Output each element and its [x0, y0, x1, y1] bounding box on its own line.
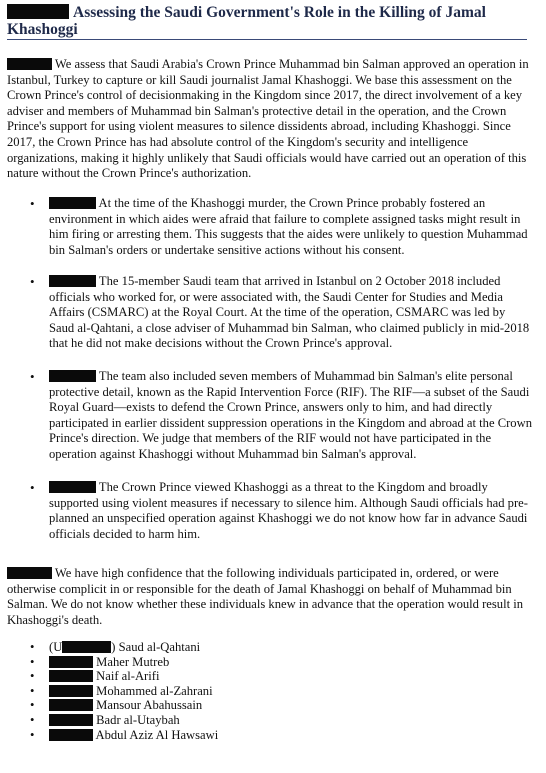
- participant-name: ) Saud al-Qahtani: [111, 640, 201, 654]
- participant-name: Mohammed al-Zahrani: [96, 683, 213, 698]
- list-item: [30, 713, 330, 728]
- redaction-mark: [49, 685, 93, 697]
- participant-name: Badr al-Utaybah: [96, 712, 180, 727]
- bullet-dot: •: [30, 669, 35, 684]
- redaction-mark: [7, 58, 52, 70]
- redaction-mark: [49, 481, 96, 493]
- bullet-dot: •: [30, 480, 35, 495]
- intro-paragraph: [7, 57, 530, 182]
- bullet-text: The team also included seven members of Muhammad bin Salman's elite personal protective detail, known as the Rapid Intervention Force (RIF). The RIF—a subset of the Saudi Royal Guard—exists to defend the Crown Prince, answers only to him, and had directly participated in earlier dissident suppression operations in the Kingdom and abroad at the Crown Prince's direction. We judge that members of the RIF would not have participated in the operation against Khashoggi without Muhammad bin Salman's approval.: [49, 369, 532, 461]
- document-title: [7, 4, 527, 40]
- bullet-item-1: [30, 196, 533, 258]
- bullet-text: The Crown Prince viewed Khashoggi as a threat to the Kingdom and broadly supported using violent measures if necessary to silence him. Although Saudi officials had pre-planned an unspecified operation against Khashoggi we do not know how far in advance Saudi officials decided to harm him.: [49, 480, 528, 541]
- redaction-mark: [7, 567, 52, 579]
- list-item: [30, 728, 330, 743]
- list-item: [30, 669, 330, 684]
- bullet-dot: •: [30, 274, 35, 289]
- redaction-mark: [7, 4, 69, 19]
- redaction-mark: [49, 275, 96, 287]
- participant-name: Mansour Abahussain: [96, 698, 203, 713]
- bullet-item-3: [30, 369, 533, 463]
- bullet-dot: •: [30, 654, 35, 669]
- participant-list: [30, 640, 330, 742]
- list-item: [30, 698, 330, 713]
- title-text: Assessing the Saudi Government's Role in the Killing of Jamal Khashoggi: [7, 4, 486, 38]
- list-item: [30, 684, 330, 699]
- bullet-text: The 15-member Saudi team that arrived in Istanbul on 2 October 2018 included officials who worked for, or were associated with, the Saudi Center for Studies and Media Affairs (CSMARC) at the Royal Court. At the time of the operation, CSMARC was led by Saud al-Qahtani, a close adviser of Muhammad bin Salman, who claimed publicly in mid-2018 that he did not make decisions without the Crown Prince's approval.: [49, 274, 530, 351]
- participants-text: We have high confidence that the following individuals participated in, ordered, or were otherwise complicit in or responsible for the death of Jamal Khashoggi on behalf of Muhammad bin Salman. We do not know whether these individuals knew in advance that the operation would result in Khashoggi's death.: [7, 566, 524, 627]
- participant-name: Abdul Aziz Al Hawsawi: [95, 727, 219, 742]
- redaction-mark: [49, 670, 93, 682]
- list-item: [30, 655, 330, 670]
- redaction-mark: [49, 729, 93, 741]
- participant-name: Maher Mutreb: [96, 654, 170, 669]
- participants-paragraph: [7, 566, 530, 628]
- bullet-dot: •: [30, 196, 35, 211]
- redaction-mark: [49, 197, 96, 209]
- intro-text: We assess that Saudi Arabia's Crown Prince Muhammad bin Salman approved an operation in Istanbul, Turkey to capture or kill Saudi journalist Jamal Khashoggi. We base this assessment on the Crown Prince's control of decisionmaking in the Kingdom since 2017, the direct involvement of a key adviser and members of Muhammad bin Salman's protective detail in the operation, and the Crown Prince's support for using violent measures to silence dissidents abroad, including Khashoggi. Since 2017, the Crown Prince has had absolute control of the Kingdom's security and intelligence organizations, making it highly unlikely that Saudi officials would have carried out an operation of this nature without the Crown Prince's authorization.: [7, 57, 529, 181]
- bullet-dot: •: [30, 698, 35, 713]
- bullet-dot: •: [30, 369, 35, 384]
- bullet-dot: •: [30, 683, 35, 698]
- redaction-mark: [49, 370, 96, 382]
- bullet-dot: •: [30, 640, 35, 654]
- bullet-dot: •: [30, 712, 35, 727]
- classification-prefix: (U: [49, 640, 63, 654]
- redaction-mark: [62, 641, 111, 653]
- redaction-mark: [49, 656, 93, 668]
- bullet-item-4: [30, 480, 533, 542]
- bullet-text: At the time of the Khashoggi murder, the Crown Prince probably fostered an environment in which aides were afraid that failure to complete assigned tasks might result in him firing or arresting them. This suggests that the aides were unlikely to question Muhammad bin Salman's orders or undertake sensitive actions without his consent.: [49, 196, 528, 257]
- bullet-item-2: [30, 274, 533, 352]
- list-item: [30, 640, 330, 655]
- participant-name: Naif al-Arifi: [96, 669, 160, 684]
- redaction-mark: [49, 714, 93, 726]
- bullet-dot: •: [30, 727, 35, 742]
- redaction-mark: [49, 699, 93, 711]
